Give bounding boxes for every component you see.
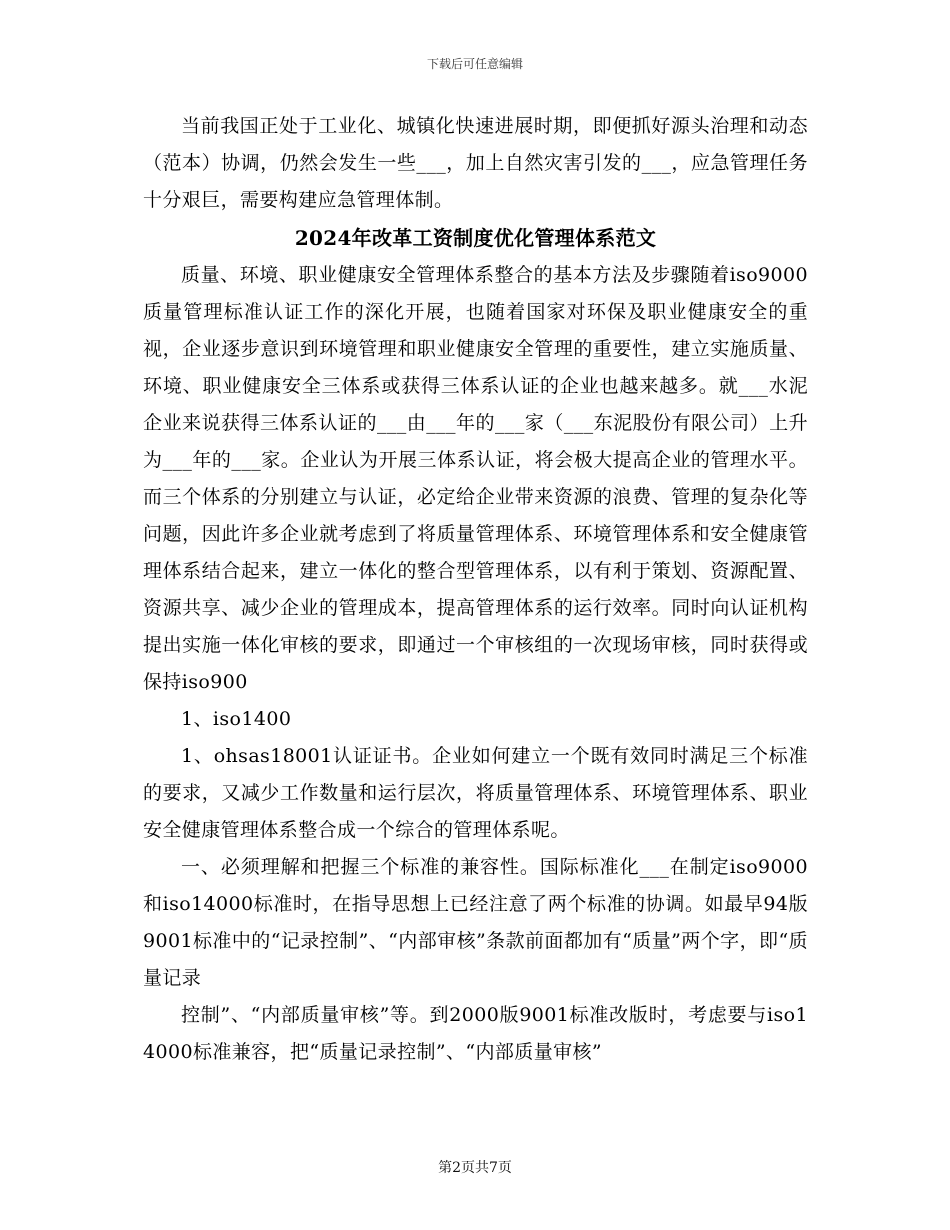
body-paragraph-2: 1、iso1400 [181,708,292,730]
body-paragraph-3: 1、ohsas18001认证证书。企业如何建立一个既有效同时满足三个标准的要求，又减少工作数量和运行层次，将质量管理体系、环境管理体系、职业安全健康管理体系整合成一个综合的管理体系呢。 [143,745,808,841]
document-title: 2024年改革工资制度优化管理体系范文 [294,226,657,250]
page-number: 第2页共7页 [438,1160,512,1176]
body-paragraph-4: 一、必须理解和把握三个标准的兼容性。国际标准化___在制定iso9000和iso14000标准时，在指导思想上已经注意了两个标准的协调。如最早94版9001标准中的“记录控制”、“内部审核”条款前面都加有“质量”两个字，即“质量记录 [143,856,808,989]
intro-paragraph: 当前我国正处于工业化、城镇化快速进展时期，即便抓好源头治理和动态（范本）协调，仍然会发生一些___，加上自然灾害引发的___，应急管理任务十分艰巨，需要构建应急管理体制。 [143,115,808,211]
page-header-note: 下载后可任意编辑 [426,57,523,71]
body-paragraph-1: 质量、环境、职业健康安全管理体系整合的基本方法及步骤随着iso9000质量管理标准认证工作的深化开展，也随着国家对环保及职业健康安全的重视，企业逐步意识到环境管理和职业健康安全管理的重要性，建立实施质量、环境、职业健康安全三体系或获得三体系认证的企业也越来越多。就___水泥企业来说获得三体系认证的___由___年的___家（___东泥股份有限公司）上升为___年的___家。企业认为开展三体系认证，将会极大提高企业的管理水平。而三个体系的分别建立与认证，必定给企业带来资源的浪费、管理的复杂化等问题，因此许多企业就考虑到了将质量管理体系、环境管理体系和安全健康管理体系结合起来，建立一体化的整合型管理体系，以有利于策划、资源配置、资源共享、减少企业的管理成本，提高管理体系的运行效率。同时向认证机构提出实施一体化审核的要求，即通过一个审核组的一次现场审核，同时获得或保持iso900 [143,264,808,693]
document-body [143,108,808,1071]
body-paragraph-5: 控制”、“内部质量审核”等。到2000版9001标准改版时，考虑要与iso14000标准兼容，把“质量记录控制”、“内部质量审核” [143,1004,808,1063]
